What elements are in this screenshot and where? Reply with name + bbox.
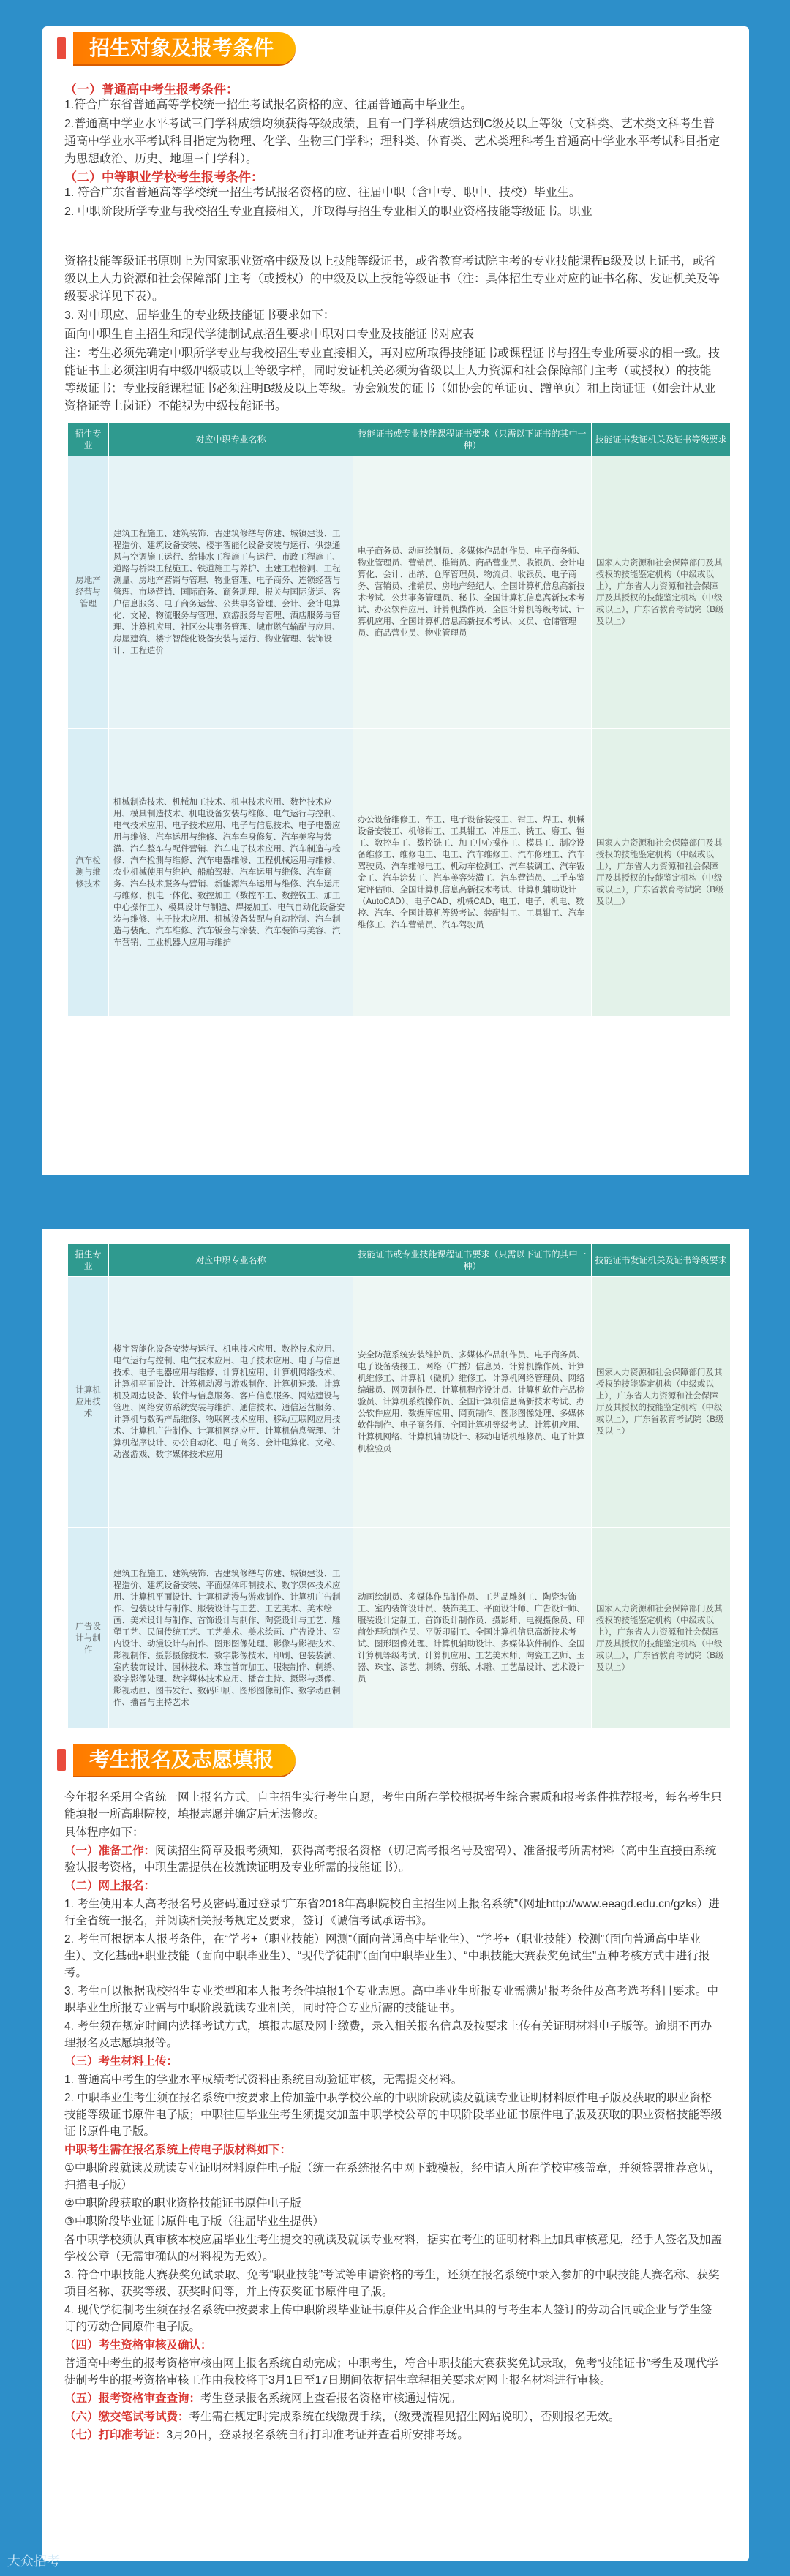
step-text: 阅读招生简章及报考须知，获得高考报名资格（切记高考报名号及密码）、准备报考所需材料（高中生直接由系统验认报考资格，中职生需提供在校就读证明及专业所需的技能证书）。 xyxy=(64,1845,717,1874)
step-title: （三）考生材料上传： xyxy=(64,2055,178,2068)
header-accent-bar xyxy=(57,37,66,59)
watermark-logo: 大众招考 xyxy=(7,2554,60,2569)
paragraph: 具体程序如下： xyxy=(64,1826,144,1839)
section-title: 招生对象及报考条件 xyxy=(73,32,296,64)
paragraph: 各中职学校须认真审核本校应届毕业生考生提交的就读及就读专业材料，据实在考生的证明材料上加具审核意见，经手人签名及加盖学校公章（无需审确认的材料视为无效）。 xyxy=(64,2234,723,2263)
majors-list-cell: 建筑工程施工、建筑装饰、古建筑修缮与仿建、城镇建设、工程造价、建筑设备安装、平面媒体印制技术、数字媒体技术应用、计算机平面设计、计算机动漫与游戏制作、计算机广告制作、包装设计与制作、服装设计与工艺、工艺美术、美术绘画、美术设计与制作、首饰设计与制作、陶瓷设计与工艺、雕塑工艺、民间传统工艺、工艺美术、美术绘画、广告设计、室内设计、动漫设计与制作、图形图像处理、影像与影视技术、影视制作、摄影摄像技术、数字影像技术、印刷、包装装潢、室内装饰设计、园林技术、珠宝首饰加工、服装制作、刺绣、数字影像处理、数字媒体技术应用、播音主持、摄影与摄像、影视动画、图书发行、数码印刷、图形图像制作、数字动画制作、播音与主持艺术 xyxy=(109,1528,353,1750)
table-header-row xyxy=(68,1244,731,1277)
authority-cell: 国家人力资源和社会保障部门及其授权的技能鉴定机构（中级或以上），广东省人力资源和社会保障厅及其授权的技能鉴定机构（中级或以上），广东省教育考试院（B级及以上） xyxy=(592,1277,731,1528)
paragraph: 3. 对中职应、届毕业生的专业级技能证书要求如下： xyxy=(64,309,335,322)
paragraph: 2. 考生可根据本人报考条件，在“学考+（职业技能）网测”（面向普通高中毕业生）、“学考+（职业技能）校测”（面向普通高中毕业生）、文化基础+职业技能（面向中职毕业生）、“现代学徒制”（面向中职毕业生）、“中职技能大赛获奖免试生”五种考核方式中进行报考。 xyxy=(64,1933,710,1979)
majors-list-cell: 建筑工程施工、建筑装饰、古建筑修缮与仿建、城镇建设、工程造价、建筑设备安装、楼宇智能化设备安装与运行、供热通风与空调施工运行、给排水工程施工与运行、市政工程施工、道路与桥梁工程施工、铁道施工与养护、土建工程检测、工程测量、房地产营销与管理、物业管理、电子商务、连锁经营与管理、市场营销、国际商务、商务助理、报关与国际货运、客户信息服务、电子商务运营、公共事务管理、会计、会计电算化、文秘、物流服务与管理、旅游服务与管理、酒店服务与管理、计算机应用、社区公共事务管理、城市燃气输配与应用、房屋建筑、楼宇智能化设备安装与运行、物业管理、装饰设计、工程造价 xyxy=(109,456,353,729)
paragraph: 面向中职生自主招生和现代学徒制试点招生要求中职对口专业及技能证书对应表 xyxy=(64,328,475,341)
paragraph: 普通高中考生的报考资格审核由网上报名系统自动完成；中职考生，符合中职技能大赛获奖免试录取，免考“技能证书”考生及现代学徒制考生的报考资格审核工作由我校将于3月1日至17日期间依据招生章程相关要求对网上报名材料进行审核。 xyxy=(64,2357,718,2387)
table-row xyxy=(68,1528,731,1750)
step-item xyxy=(64,2053,723,2070)
list-item: ②中职阶段获取的职业资格技能证书原件电子版 xyxy=(64,2197,301,2210)
major-cell: 广告设计与制作 xyxy=(68,1528,109,1750)
step-text: 考生需在规定时完成系统在线缴费手续，（缴费流程见招生网站说明），否则报名无效。 xyxy=(189,2411,620,2423)
step-item xyxy=(64,2390,723,2407)
step-title: （一）准备工作： xyxy=(64,1845,156,1857)
column-header: 招生专业 xyxy=(68,423,109,456)
step-text: 3月20日，登录报名系统自行打印准考证并查看所安排考场。 xyxy=(166,2429,469,2441)
paragraph-block xyxy=(64,253,723,417)
column-header: 对应中职专业名称 xyxy=(109,1244,353,1277)
column-header: 技能证书或专业技能课程证书要求（只需以下证书的其中一种） xyxy=(353,423,592,456)
paragraph: 4. 现代学徒制考生须在报名系统中按要求上传中职阶段毕业证书原件及合作企业出具的与考生本人签订的劳动合同或企业与学生签订的劳动合同原件电子版。 xyxy=(64,2304,712,2333)
authority-cell: 国家人力资源和社会保障部门及其授权的技能鉴定机构（中级或以上），广东省人力资源和社会保障厅及其授权的技能鉴定机构（中级或以上），广东省教育考试院（B级及以上） xyxy=(592,1528,731,1750)
header-accent-bar xyxy=(57,1749,66,1771)
paragraph: 今年报名采用全省统一网上报名方式。自主招生实行考生自愿，考生由所在学校根据考生综合素质和报考条件推荐报考，每名考生只能填报一所高职院校，填报志愿并确定后无法修改。 xyxy=(64,1791,723,1820)
column-header: 对应中职专业名称 xyxy=(109,423,353,456)
paragraph: 1.符合广东省普通高等学校统一招生考试报名资格的应、往届普通高中毕业生。 xyxy=(64,99,473,111)
step-title: （七）打印准考证： xyxy=(64,2429,167,2441)
paragraph: 3. 考生可以根据我校招生专业类型和本人报考条件填报1个专业志愿。高中毕业生所报专业需满足报考条件及高考选考科目要求。中职毕业生所报专业需与中职阶段就读专业相关，同时符合专业所需的技能证书。 xyxy=(64,1985,718,2014)
paragraph-block xyxy=(64,184,723,222)
step-item xyxy=(64,1878,723,1894)
column-header: 技能证书或专业技能课程证书要求（只需以下证书的其中一种） xyxy=(353,1244,592,1277)
subheading: （二）中等职业学校考生报考条件： xyxy=(64,170,263,184)
paragraph: 2. 中职阶段所学专业与我校招生专业直接相关，并取得与招生专业相关的职业资格技能等级证书。职业 xyxy=(64,206,592,218)
majors-list-cell: 机械制造技术、机械加工技术、机电技术应用、数控技术应用、模具制造技术、机电设备安装与维修、电气运行与控制、电气技术应用、电子技术应用、电子与信息技术、电子电器应用与维修、汽车运用与维修、汽车车身修复、汽车美容与装潢、汽车整车与配件营销、汽车电子技术应用、汽车制造与检修、汽车检测与维修、汽车电器维修、工程机械运用与维修、农业机械使用与维护、船舶驾驶、汽车运用与维修、汽车商务、汽车技术服务与营销、新能源汽车运用与维修、汽车运用与维修、机电一体化、数控加工（数控车工、数控铣工、加工中心操作工）、模具设计与制造、焊接加工、电气自动化设备安装与维修、电子技术应用、机械设备装配与自动控制、汽车制造与装配、汽车维修、汽车钣金与涂装、汽车装饰与美容、汽车营销、工业机器人应用与维护 xyxy=(109,729,353,1017)
list-item: ③中职阶段毕业证书原件电子版（往届毕业生提供） xyxy=(64,2215,324,2228)
paragraph: 1. 普通高中考生的学业水平成绩考试资料由系统自动验证审核，无需提交材料。 xyxy=(64,2074,463,2086)
certificates-cell: 安全防范系统安装维护员、多媒体作品制作员、电子商务员、电子设备装接工、网络（广播）信息员、计算机操作员、计算机维修工、计算机（微机）维修工、计算机网络管理员、网络编辑员、网页制作员、计算机程序设计员、计算机软件产品检验员、计算机系统操作员、全国计算机信息高新技术考试、办公软件应用、数据库应用、网页制作、图形图像处理、多媒体软件制作、电子商务师、全国计算机等级考试、计算机应用、计算机网络、计算机辅助设计、移动电话机维修员、电子计算机检验员 xyxy=(353,1277,592,1528)
section-header-1 xyxy=(57,31,296,66)
paragraph-block xyxy=(64,97,723,170)
authority-cell: 国家人力资源和社会保障部门及其授权的技能鉴定机构（中级或以上），广东省人力资源和社会保障厅及其授权的技能鉴定机构（中级或以上），广东省教育考试院（B级及以上） xyxy=(592,729,731,1017)
step-item xyxy=(64,1842,723,1876)
paragraph: 1. 符合广东省普通高等学校统一招生考试报名资格的应、往届中职（含中专、职中、技校）毕业生。 xyxy=(64,187,581,199)
certificate-table-2 xyxy=(67,1243,731,1750)
table-header-row xyxy=(68,423,731,456)
paragraph-block xyxy=(64,1789,723,2445)
certificates-cell: 电子商务员、动画绘制员、多媒体作品制作员、电子商务师、物业管理员、营销员、推销员、商品营业员、收银员、会计电算化、会计、出纳、仓库管理员、物流员、收银员、电子商务、营销员、推销员、房地产经纪人、全国计算机信息高新技术考试、公共事务管理员、秘书、全国计算机信息高新技术考试、办公软件应用、计算机操作员、全国计算机等级考试、计算机应用、全国计算机信息高新技术考试、文员、仓储管理员、商品营业员、物业管理员 xyxy=(353,456,592,729)
paragraph: 资格技能等级证书原则上为国家职业资格中级及以上技能等级证书，或省教育考试院主考的专业技能课程B级及以上证书，或省级以上人力资源和社会保障部门主考（或授权）的中级及以上技能等级证书（注：具体招生专业对应的证书名称、发证机关及等级要求详见下表）。 xyxy=(64,255,721,303)
step-item xyxy=(64,2427,723,2444)
table-row xyxy=(68,1277,731,1528)
column-header: 技能证书发证机关及证书等级要求 xyxy=(592,1244,731,1277)
step-title: （六）缴交笔试考试费： xyxy=(64,2411,189,2423)
column-header: 技能证书发证机关及证书等级要求 xyxy=(592,423,731,456)
paragraph: 3. 符合中职技能大赛获奖免试录取、免考“职业技能”考试等申请资格的考生，还须在报名系统中录入参加的中职技能大赛名称、获奖项目名称、获奖等级、获奖时间等，并上传获奖证书原件电子版。 xyxy=(64,2269,720,2298)
step-item xyxy=(64,2409,723,2425)
step-title: （五）报考资格审查查询： xyxy=(64,2392,201,2405)
step-title: （二）网上报名： xyxy=(64,1880,156,1892)
paragraph: 2.普通高中学业水平考试三门学科成绩均须获得等级成绩，且有一门学科成绩达到C级及以上等级（文科类、艺术类文科考生普通高中学业水平考试科目指定为物理、化学、生物三门学科；理科类、体育类、艺术类理科考生普通高中学业水平考试科目指定为思想政治、历史、地理三门学科）。 xyxy=(64,118,721,165)
step-item xyxy=(64,2337,723,2354)
certificates-cell: 办公设备维修工、车工、电子设备装接工、钳工、焊工、机械设备安装工、机修钳工、工具钳工、冲压工、铣工、磨工、镗工、数控车工、数控铣工、加工中心操作工、模具工、制冷设备维修工、维修电工、电工、汽车维修工、汽车修理工、汽车驾驶员、汽车维修电工、机动车检测工、汽车装调工、汽车钣金工、汽车涂装工、汽车美容装潢工、汽车营销员、二手车鉴定评估师、全国计算机信息高新技术考试、计算机辅助设计（AutoCAD）、电子CAD、机械CAD、电工、电子、机电、数控、汽车、全国计算机等级考试、装配钳工、工具钳工、汽车维修工、汽车营销员、汽车驾驶员 xyxy=(353,729,592,1017)
majors-list-cell: 楼宇智能化设备安装与运行、机电技术应用、数控技术应用、电气运行与控制、电气技术应用、电子技术应用、电子与信息技术、电子电器应用与维修、计算机应用、计算机网络技术、计算机平面设计、计算机动漫与游戏制作、计算机速录、计算机及周边设备、软件与信息服务、客户信息服务、网站建设与管理、网络安防系统安装与维护、通信技术、通信运营服务、计算机与数码产品维修、物联网技术应用、移动互联网应用技术、计算机广告制作、计算机网络应用、计算机信息管理、计算机程序设计、办公自动化、电子商务、会计电算化、文秘、动漫游戏、数字媒体技术应用 xyxy=(109,1277,353,1528)
paragraph: 4. 考生须在规定时间内选择考试方式，填报志愿及网上缴费，录入相关报名信息及按要求上传有关证明材料电子版等。逾期不再办理报名及志愿填报等。 xyxy=(64,2020,712,2049)
step-title: （四）考生资格审核及确认： xyxy=(64,2339,212,2351)
step-text: 考生登录报名系统网上查看报名资格审核通过情况。 xyxy=(200,2392,462,2405)
authority-cell: 国家人力资源和社会保障部门及其授权的技能鉴定机构（中级或以上），广东省人力资源和社会保障厅及其授权的技能鉴定机构（中级或以上），广东省教育考试院（B级及以上） xyxy=(592,456,731,729)
paragraph: 1. 考生使用本人高考报名号及密码通过登录“广东省2018年高职院校自主招生网上报名系统”（网址http://www.eeagd.edu.cn/gzks）进行全省统一报名，并阅读相关报考规定及要求，签订《诚信考试承诺书》。 xyxy=(64,1898,720,1927)
section-title: 考生报名及志愿填报 xyxy=(73,1744,296,1776)
major-cell: 汽车检测与维修技术 xyxy=(68,729,109,1017)
column-header: 招生专业 xyxy=(68,1244,109,1277)
section-header-2 xyxy=(57,1742,296,1777)
list-item: ①中职阶段就读及就读专业证明材料原件电子版（统一在系统报名中网下载模板，经申请人所在学校审核盖章，并须签署推荐意见，扫描电子版） xyxy=(64,2162,721,2191)
subheading: （一）普通高中考生报考条件： xyxy=(64,83,238,97)
subheading: 中职考生需在报名系统上传电子版材料如下： xyxy=(64,2144,292,2156)
paragraph: 2. 中职毕业生考生须在报名系统中按要求上传加盖中职学校公章的中职阶段就读及就读专业证明材料原件电子版及获取的职业资格技能等级证书原件电子版；中职往届毕业生考生须提交加盖中职学校公章的中职阶段毕业证书原件电子版及获取的职业资格技能等级证书原件电子版。 xyxy=(64,2092,723,2138)
certificate-table-1 xyxy=(67,423,731,1017)
table-row xyxy=(68,729,731,1017)
certificates-cell: 动画绘制员、多媒体作品制作员、工艺品雕刻工、陶瓷装饰工、室内装饰设计员、装饰美工、平面设计师、广告设计师、服装设计定制工、首饰设计制作员、摄影师、电视摄像员、印前处理和制作员、平版印刷工、全国计算机信息高新技术考试、图形图像处理、计算机辅助设计、多媒体软件制作、全国计算机等级考试、计算机应用、工艺美术师、陶瓷工艺师、玉器、珠宝、漆艺、刺绣、剪纸、木雕、工艺品设计、艺术设计员 xyxy=(353,1528,592,1750)
table-row xyxy=(68,456,731,729)
major-cell: 房地产经营与管理 xyxy=(68,456,109,729)
paragraph: 注：考生必须先确定中职所学专业与我校招生专业直接相关，再对应所取得技能证书或课程证书与招生专业所要求的相一致。技能证书上必须注明有中级/四级或以上等级字样，同时发证机关必须为省级以上人力资源和社会保障部门主考（或授权）的技能等级证书；专业技能课程证书必须注明B级及以上等级。协会颁发的证书（如协会的单证页、蹭单页）和上岗证证（如会计从业资格证等上岗证）不能视为中级技能证书。 xyxy=(64,347,721,413)
major-cell: 计算机应用技术 xyxy=(68,1277,109,1528)
